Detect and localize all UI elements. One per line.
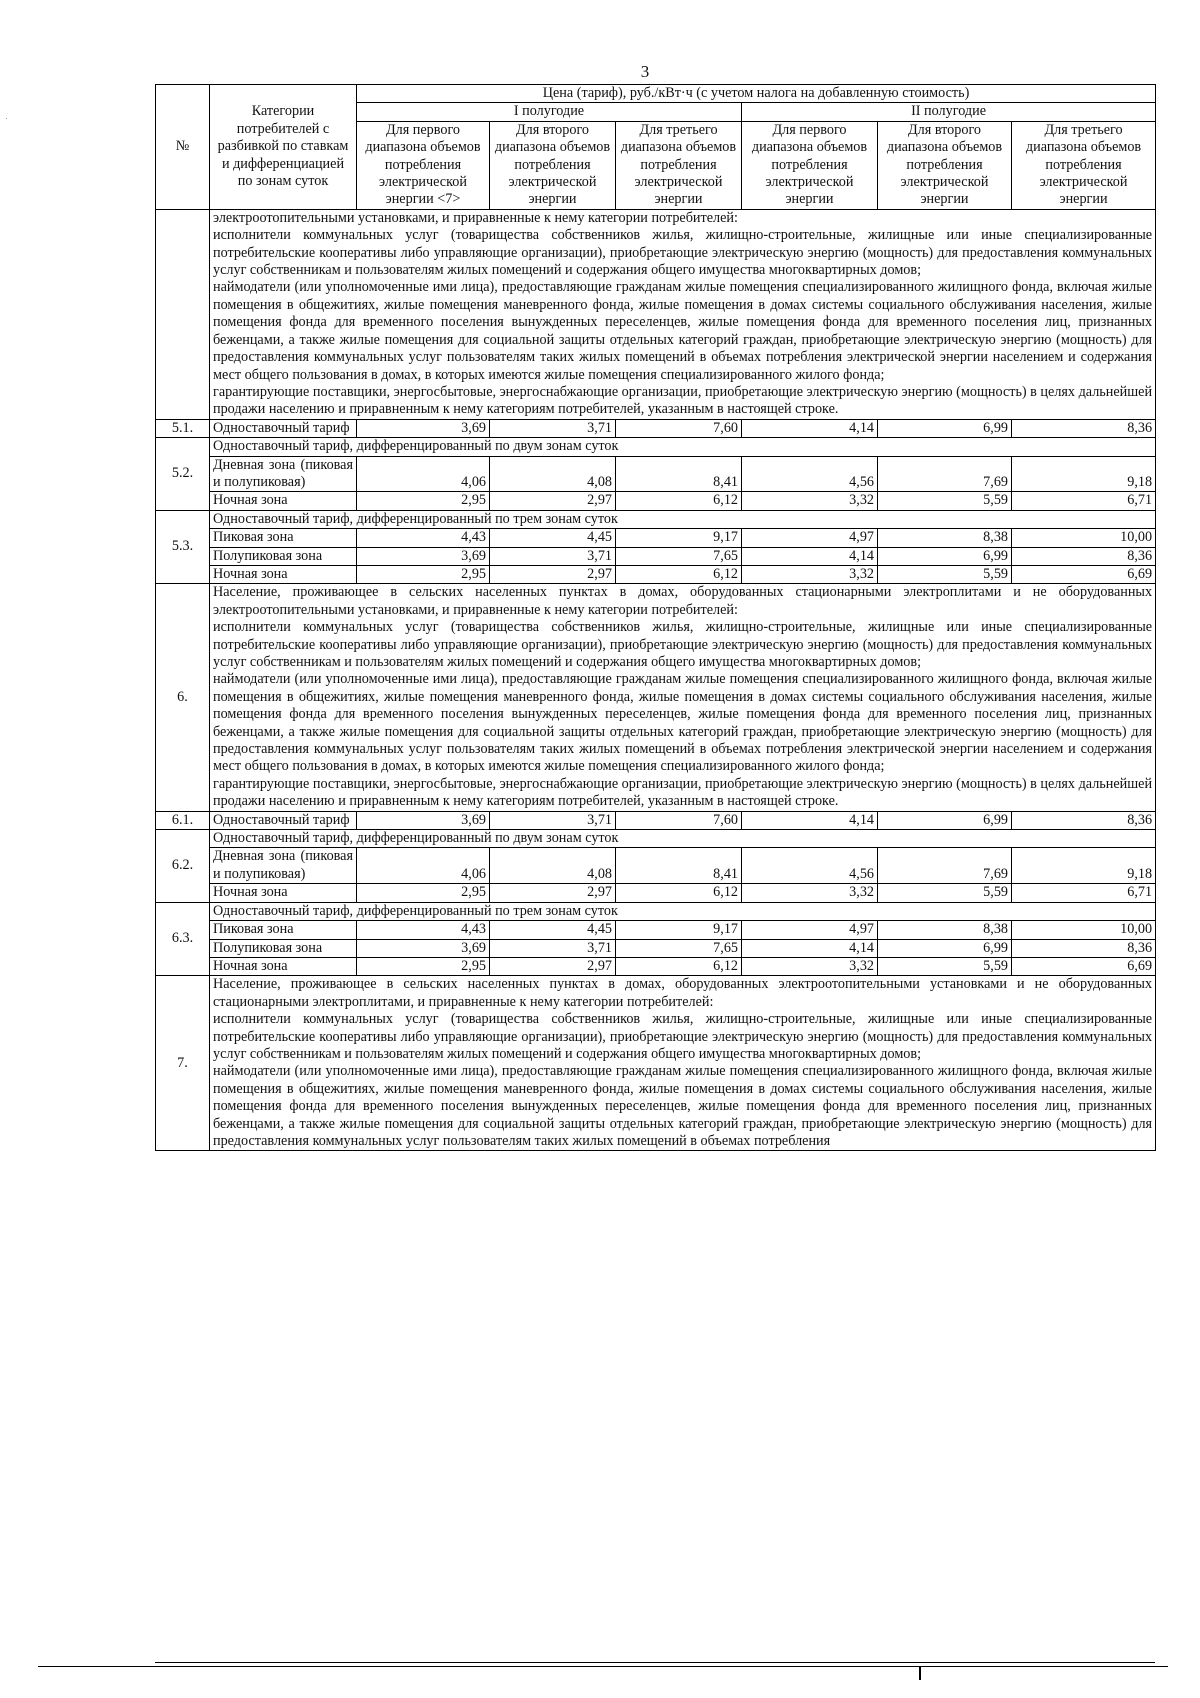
paragraph: исполнители коммунальных услуг (товарищества собственников жилья, жилищно-строительные, жилищные или иные специализированные потребительские кооперативы либо управляющие организации), приобретающие электрическую энергию (мощность) для предоставления коммунальных услуг собственникам и пользователям жилых помещений и содержания общего имущества многоквартирных домов;	[213, 1011, 1153, 1062]
table-row-6-2-title	[156, 830, 1156, 848]
tariff-value: 3,71	[490, 547, 616, 565]
row-number: 7.	[156, 976, 210, 1151]
tariff-value: 8,38	[878, 921, 1012, 939]
range-header: Для второго диапазона объемов потребления электрической энергии	[490, 121, 616, 209]
table-row-6-3-title	[156, 902, 1156, 920]
paragraph: исполнители коммунальных услуг (товарищества собственников жилья, жилищно-строительные, жилищные или иные специализированные потребительские кооперативы либо управляющие организации), приобретающие электрическую энергию (мощность) для предоставления коммунальных услуг собственникам и пользователям жилых помещений и содержания общего имущества многоквартирных домов;	[213, 227, 1153, 279]
section-5-description	[210, 209, 1156, 419]
tariff-value: 4,97	[742, 529, 878, 547]
tariff-value: 4,97	[742, 921, 878, 939]
subsection-title: Одноставочный тариф, дифференцированный по трем зонам суток	[210, 902, 1156, 920]
table-row-5-3-title	[156, 510, 1156, 528]
row-number: 6.3.	[156, 902, 210, 976]
section-6-description	[210, 584, 1156, 811]
tariff-value: 2,95	[357, 884, 490, 902]
tariff-value: 4,43	[357, 921, 490, 939]
range-header: Для третьего диапазона объемов потребления электрической энергии	[616, 121, 742, 209]
tariff-value: 6,71	[1012, 884, 1156, 902]
tariff-value: 3,69	[357, 939, 490, 957]
tariff-value: 8,36	[1012, 811, 1156, 829]
scan-bottom-rule	[38, 1666, 1168, 1667]
tariff-value: 6,12	[616, 565, 742, 583]
tariff-value: 8,41	[616, 456, 742, 492]
paragraph: электроотопительными установками, и приравненные к нему категории потребителей:	[213, 209, 738, 226]
tariff-value: 4,06	[357, 848, 490, 884]
range-header: Для второго диапазона объемов потребления электрической энергии	[878, 121, 1012, 209]
tariff-value: 3,71	[490, 811, 616, 829]
row-number: 5.1.	[156, 419, 210, 437]
tariff-value: 3,32	[742, 884, 878, 902]
tariff-value: 6,71	[1012, 492, 1156, 510]
range-header: Для первого диапазона объемов потребления электрической энергии <7>	[357, 121, 490, 209]
tariff-value: 6,99	[878, 811, 1012, 829]
table-row-6-1	[156, 811, 1156, 829]
page-number: 3	[640, 62, 650, 81]
tariff-value: 4,14	[742, 547, 878, 565]
tariff-value: 3,71	[490, 419, 616, 437]
subsection-title: Одноставочный тариф, дифференцированный по двум зонам суток	[210, 438, 1156, 456]
zone-label: Ночная зона	[210, 492, 357, 510]
tariff-value: 4,45	[490, 921, 616, 939]
section-5-description-row	[156, 209, 1156, 419]
tariff-value: 6,69	[1012, 957, 1156, 975]
table-row-5-3-night	[156, 565, 1156, 583]
table-row-5-2-night	[156, 492, 1156, 510]
tariff-value: 2,97	[490, 492, 616, 510]
row-number: 6.1.	[156, 811, 210, 829]
header-row-1	[156, 85, 1156, 103]
tariff-value: 4,08	[490, 848, 616, 884]
tariff-value: 7,60	[616, 419, 742, 437]
tariff-value: 3,69	[357, 419, 490, 437]
tariff-value: 6,12	[616, 957, 742, 975]
tariff-value: 7,65	[616, 547, 742, 565]
tariff-value: 2,97	[490, 884, 616, 902]
zone-label: Ночная зона	[210, 565, 357, 583]
tariff-value: 4,14	[742, 811, 878, 829]
zone-label: Полупиковая зона	[210, 547, 357, 565]
tariff-value: 8,36	[1012, 419, 1156, 437]
subsection-title: Одноставочный тариф, дифференцированный по трем зонам суток	[210, 510, 1156, 528]
scan-tick-mark	[919, 1666, 921, 1680]
tariff-value: 5,59	[878, 884, 1012, 902]
paragraph: наймодатели (или уполномоченные ими лица), предоставляющие гражданам жилые помещения специализированного жилищного фонда, включая жилые помещения в общежитиях, жилые помещения маневренного фонда, жилые помещения в домах системы социального обслуживания населения, жилые помещения фонда для временного поселения вынужденных переселенцев, жилые помещения фонда для временного поселения лиц, признанных беженцами, а также жилые помещения для социальной защиты отдельных категорий граждан, приобретающие электрическую энергию (мощность) для предоставления коммунальных услуг пользователям таких жилых помещений в объемах потребления электрической энергии населением и содержания мест общего пользования в домах, в которых имеются жилые помещения специализированного жилого фонда;	[213, 279, 1153, 383]
price-title-header: Цена (тариф), руб./кВт·ч (с учетом налога на добавленную стоимость)	[357, 85, 1156, 103]
table-row-5-1	[156, 419, 1156, 437]
tariff-value: 8,36	[1012, 547, 1156, 565]
row-number: 6.	[156, 584, 210, 811]
range-header: Для первого диапазона объемов потребления электрической энергии	[742, 121, 878, 209]
tariff-value: 5,59	[878, 957, 1012, 975]
paragraph: наймодатели (или уполномоченные ими лица), предоставляющие гражданам жилые помещения специализированного жилищного фонда, включая жилые помещения в общежитиях, жилые помещения маневренного фонда, жилые помещения в домах системы социального обслуживания населения, жилые помещения фонда для временного поселения вынужденных переселенцев, жилые помещения фонда для временного поселения лиц, признанных беженцами, а также жилые помещения для социальной защиты отдельных категорий граждан, приобретающие электрическую энергию (мощность) для предоставления коммунальных услуг пользователям таких жилых помещений в объемах потребления электрической энергии населением и содержания мест общего пользования в домах, в которых имеются жилые помещения специализированного жилого фонда;	[213, 671, 1153, 775]
paragraph: наймодатели (или уполномоченные ими лица), предоставляющие гражданам жилые помещения специализированного жилищного фонда, включая жилые помещения в общежитиях, жилые помещения маневренного фонда, жилые помещения в домах системы социального обслуживания населения, жилые помещения фонда для временного поселения вынужденных переселенцев, жилые помещения фонда для временного поселения лиц, признанных беженцами, а также жилые помещения для социальной защиты отдельных категорий граждан, приобретающие электрическую энергию (мощность) для предоставления коммунальных услуг пользователям таких жилых помещений в объемах потребления	[213, 1063, 1153, 1149]
tariff-value: 9,17	[616, 529, 742, 547]
half1-header: I полугодие	[357, 103, 742, 121]
zone-label: Полупиковая зона	[210, 939, 357, 957]
section-7-description-row	[156, 976, 1156, 1151]
half2-header: II полугодие	[742, 103, 1156, 121]
scan-mark	[6, 118, 7, 119]
tariff-value: 6,12	[616, 884, 742, 902]
tariff-value: 7,65	[616, 939, 742, 957]
tariff-value: 4,14	[742, 419, 878, 437]
tariff-value: 8,38	[878, 529, 1012, 547]
paragraph: исполнители коммунальных услуг (товарищества собственников жилья, жилищно-строительные, жилищные или иные специализированные потребительские кооперативы либо управляющие организации), приобретающие электрическую энергию (мощность) для предоставления коммунальных услуг собственникам и пользователям жилых помещений и содержания общего имущества многоквартирных домов;	[213, 619, 1153, 670]
tariff-value: 4,43	[357, 529, 490, 547]
tariff-value: 6,99	[878, 939, 1012, 957]
col-category-header: Категории потребителей с разбивкой по ставкам и дифференциацией по зонам суток	[210, 85, 357, 210]
paragraph: гарантирующие поставщики, энергосбытовые, энергоснабжающие организации, приобретающие электрическую энергию (мощность) в целях дальнейшей продажи населению и приравненным к нему категориям потребителей, указанным в настоящей строке.	[213, 383, 1153, 418]
tariff-value: 4,14	[742, 939, 878, 957]
tariff-value: 9,17	[616, 921, 742, 939]
row-number: 5.3.	[156, 510, 210, 584]
tariff-value: 3,69	[357, 547, 490, 565]
row-number-empty	[156, 209, 210, 419]
tariff-value: 3,32	[742, 492, 878, 510]
range-header: Для третьего диапазона объемов потребления электрической энергии	[1012, 121, 1156, 209]
tariff-value: 5,59	[878, 565, 1012, 583]
zone-label: Ночная зона	[210, 884, 357, 902]
paragraph: Население, проживающее в сельских населенных пунктах в домах, оборудованных стационарными электроплитами и не оборудованных электроотопительными установками, и приравненные к нему категории потребителей:	[213, 584, 1153, 618]
tariff-value: 6,12	[616, 492, 742, 510]
tariff-value: 6,99	[878, 547, 1012, 565]
tariff-value: 7,60	[616, 811, 742, 829]
section-6-description-row	[156, 584, 1156, 811]
tariff-value: 8,41	[616, 848, 742, 884]
page-bottom-rule	[155, 1662, 1155, 1663]
zone-label: Пиковая зона	[210, 529, 357, 547]
tariff-value: 9,18	[1012, 456, 1156, 492]
category-label: Одноставочный тариф	[210, 811, 357, 829]
zone-label: Ночная зона	[210, 957, 357, 975]
tariff-value: 9,18	[1012, 848, 1156, 884]
tariff-value: 4,06	[357, 456, 490, 492]
tariff-value: 6,69	[1012, 565, 1156, 583]
row-number: 5.2.	[156, 438, 210, 511]
tariff-value: 2,95	[357, 957, 490, 975]
zone-label: Дневная зона (пиковая и полупиковая)	[210, 848, 357, 884]
tariff-value: 2,97	[490, 565, 616, 583]
zone-label: Пиковая зона	[210, 921, 357, 939]
tariff-value: 2,95	[357, 492, 490, 510]
table-row-5-3-half	[156, 547, 1156, 565]
tariff-value: 3,32	[742, 565, 878, 583]
row-number: 6.2.	[156, 830, 210, 903]
subsection-title: Одноставочный тариф, дифференцированный по двум зонам суток	[210, 830, 1156, 848]
col-number-header: №	[156, 85, 210, 210]
tariff-value: 2,97	[490, 957, 616, 975]
tariff-value: 5,59	[878, 492, 1012, 510]
paragraph: Население, проживающее в сельских населенных пунктах в домах, оборудованных электроотопительными установками и не оборудованных стационарными электроплитами, и приравненные к нему категории потребителей:	[213, 976, 1153, 1010]
category-label: Одноставочный тариф	[210, 419, 357, 437]
tariff-value: 10,00	[1012, 529, 1156, 547]
table-row-5-3-peak	[156, 529, 1156, 547]
table-row-6-3-half	[156, 939, 1156, 957]
tariff-value: 2,95	[357, 565, 490, 583]
tariff-value: 7,69	[878, 848, 1012, 884]
zone-label: Дневная зона (пиковая и полупиковая)	[210, 456, 357, 492]
tariff-value: 3,69	[357, 811, 490, 829]
table-row-5-2-title	[156, 438, 1156, 456]
table-row-6-3-peak	[156, 921, 1156, 939]
section-7-description	[210, 976, 1156, 1151]
table-row-5-2-day	[156, 456, 1156, 492]
tariff-table	[155, 84, 1156, 1151]
tariff-value: 3,32	[742, 957, 878, 975]
tariff-value: 4,08	[490, 456, 616, 492]
table-row-6-3-night	[156, 957, 1156, 975]
tariff-value: 4,56	[742, 848, 878, 884]
tariff-value: 4,45	[490, 529, 616, 547]
tariff-value: 4,56	[742, 456, 878, 492]
table-row-6-2-night	[156, 884, 1156, 902]
paragraph: гарантирующие поставщики, энергосбытовые, энергоснабжающие организации, приобретающие электрическую энергию (мощность) в целях дальнейшей продажи населению и приравненным к нему категориям потребителей, указанным в настоящей строке.	[213, 775, 1153, 810]
tariff-value: 10,00	[1012, 921, 1156, 939]
tariff-value: 6,99	[878, 419, 1012, 437]
tariff-value: 7,69	[878, 456, 1012, 492]
tariff-value: 8,36	[1012, 939, 1156, 957]
tariff-value: 3,71	[490, 939, 616, 957]
table-row-6-2-day	[156, 848, 1156, 884]
